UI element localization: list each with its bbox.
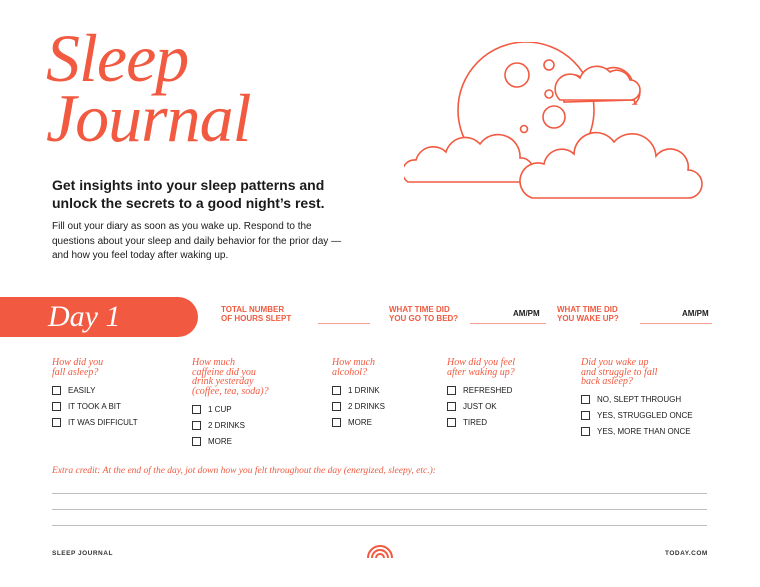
- question-line: and struggle to fall: [581, 366, 658, 378]
- checkbox-option[interactable]: [52, 382, 138, 398]
- checkbox-option[interactable]: [332, 382, 385, 398]
- question-text: [52, 358, 138, 377]
- checkbox[interactable]: [52, 386, 61, 395]
- option-label: REFRESHED: [463, 385, 513, 395]
- option-label: 1 DRINK: [348, 385, 380, 395]
- checkbox[interactable]: [447, 386, 456, 395]
- checkbox[interactable]: [581, 395, 590, 404]
- write-line[interactable]: [52, 525, 707, 526]
- day-label: Day 1: [48, 300, 121, 333]
- checkbox[interactable]: [192, 421, 201, 430]
- checkbox-option[interactable]: [332, 398, 385, 414]
- checkbox[interactable]: [192, 405, 201, 414]
- question-line: How much: [332, 357, 376, 368]
- checkbox-option[interactable]: [447, 382, 515, 398]
- option-label: JUST OK: [463, 401, 497, 411]
- checkbox-option[interactable]: [447, 398, 515, 414]
- question-line: How much: [192, 357, 236, 368]
- hours-slept-label-line-1: TOTAL NUMBER: [221, 305, 285, 314]
- option-label: IT TOOK A BIT: [68, 401, 121, 411]
- waketime-ampm: AM/PM: [682, 309, 709, 318]
- option-label: 2 DRINKS: [348, 401, 385, 411]
- question-line: after waking up?: [447, 366, 515, 378]
- checkbox[interactable]: [52, 418, 61, 427]
- question-line: caffeine did you: [192, 366, 256, 378]
- option-label: YES, MORE THAN ONCE: [597, 427, 691, 436]
- question-feel-after-waking: [447, 358, 515, 430]
- option-label: MORE: [208, 436, 232, 446]
- question-line: drink yesterday: [192, 376, 254, 387]
- checkbox[interactable]: [447, 418, 456, 427]
- question-caffeine: [192, 358, 269, 449]
- checkbox[interactable]: [52, 402, 61, 411]
- footer-left: SLEEP JOURNAL: [52, 550, 113, 557]
- bedtime-ampm: AM/PM: [513, 309, 540, 318]
- question-alcohol: [332, 358, 385, 430]
- day-banner: [0, 297, 198, 337]
- moon-cloud-illustration: [404, 42, 704, 202]
- footer-right: TODAY.COM: [665, 550, 708, 557]
- waketime-label-line-1: WHAT TIME DID: [557, 305, 618, 314]
- checkbox[interactable]: [332, 402, 341, 411]
- bedtime-label: [389, 305, 458, 323]
- checkbox-option[interactable]: [192, 433, 269, 449]
- extra-credit-prompt: Extra credit: At the end of the day, jot down how you felt throughout the day (energized, sleepy, etc.):: [52, 466, 436, 476]
- bedtime-label-line-1: WHAT TIME DID: [389, 305, 450, 314]
- question-line: fall asleep?: [52, 366, 99, 378]
- intro-text: Fill out your diary as soon as you wake up. Respond to the questions about your sleep and daily behavior for the prior day —and how you feel today after waking up.: [52, 221, 342, 261]
- question-line: Did you wake up: [581, 357, 649, 368]
- option-label: 1 CUP: [208, 404, 232, 414]
- waketime-label: [557, 305, 619, 323]
- option-label: NO, SLEPT THROUGH: [597, 395, 682, 404]
- checkbox[interactable]: [581, 427, 590, 436]
- checkbox[interactable]: [332, 418, 341, 427]
- checkbox[interactable]: [447, 402, 456, 411]
- title-line-2: Journal: [46, 80, 251, 156]
- checkbox-option[interactable]: [52, 398, 138, 414]
- question-text: [332, 358, 385, 377]
- option-label: 2 DRINKS: [208, 420, 245, 430]
- question-line: back asleep?: [581, 376, 633, 387]
- option-label: MORE: [348, 417, 372, 427]
- waketime-field[interactable]: [640, 323, 712, 324]
- waketime-label-line-2: YOU WAKE UP?: [557, 314, 619, 323]
- question-text: [581, 358, 693, 387]
- hours-slept-label-line-2: OF HOURS SLEPT: [221, 314, 292, 323]
- checkbox-option[interactable]: [581, 392, 693, 408]
- checkbox-option[interactable]: [52, 414, 138, 430]
- option-label: IT WAS DIFFICULT: [68, 417, 138, 427]
- bedtime-label-line-2: YOU GO TO BED?: [389, 314, 459, 323]
- hours-slept-field[interactable]: [318, 323, 370, 324]
- checkbox[interactable]: [581, 411, 590, 420]
- checkbox[interactable]: [192, 437, 201, 446]
- headline: Get insights into your sleep patterns and unlock the secrets to a good night’s rest.: [52, 177, 325, 211]
- today-rainbow-logo: [366, 544, 394, 558]
- bedtime-field[interactable]: [470, 323, 546, 324]
- question-wake-up-struggle: [581, 358, 693, 440]
- question-line: (coffee, tea, soda)?: [192, 385, 269, 397]
- question-line: alcohol?: [332, 366, 367, 378]
- question-fall-asleep: [52, 358, 138, 430]
- option-label: EASILY: [68, 385, 96, 395]
- checkbox-option[interactable]: [332, 414, 385, 430]
- title-line-1: Sleep: [46, 20, 189, 96]
- question-text: [447, 358, 515, 377]
- checkbox-option[interactable]: [581, 408, 693, 424]
- checkbox-option[interactable]: [581, 424, 693, 440]
- hours-slept-label: [221, 305, 291, 323]
- question-line: How did you: [52, 357, 104, 368]
- checkbox-option[interactable]: [447, 414, 515, 430]
- page-title: [46, 20, 251, 156]
- question-text: [192, 358, 269, 396]
- checkbox[interactable]: [332, 386, 341, 395]
- option-label: YES, STRUGGLED ONCE: [597, 411, 693, 420]
- write-line[interactable]: [52, 493, 707, 494]
- option-label: TIRED: [463, 417, 487, 427]
- question-line: How did you feel: [447, 357, 516, 368]
- checkbox-option[interactable]: [192, 401, 269, 417]
- write-line[interactable]: [52, 509, 707, 510]
- checkbox-option[interactable]: [192, 417, 269, 433]
